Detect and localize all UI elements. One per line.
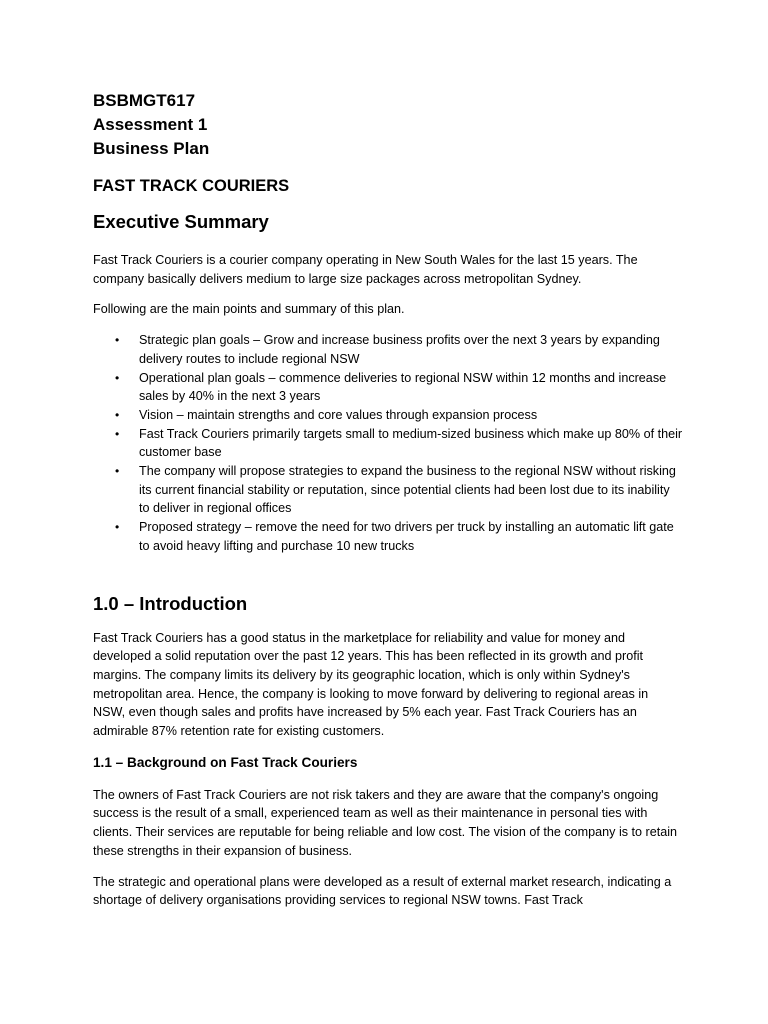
list-item xyxy=(93,518,683,555)
executive-summary-heading: Executive Summary xyxy=(93,211,269,232)
executive-summary-paragraph: Fast Track Couriers is a courier company operating in New South Wales for the last 15 years. The company basically delivers medium to large size packages across metropolitan Sydney. xyxy=(93,253,638,286)
list-item xyxy=(93,406,683,425)
background-paragraph: The strategic and operational plans were developed as a result of external market research, indicating a shortage of delivery organisations providing services to regional NSW towns. Fast Track xyxy=(93,874,672,908)
list-item xyxy=(93,462,683,518)
bullet-icon: • xyxy=(115,464,120,479)
course-code: BSBMGT617 xyxy=(93,91,196,110)
list-item-text: Vision – maintain strengths and core values through expansion process xyxy=(139,407,538,422)
list-item xyxy=(93,331,683,368)
list-item-text: Fast Track Couriers primarily targets small to medium-sized business which make up 80% of their customer base xyxy=(139,426,683,460)
bullet-icon: • xyxy=(115,407,120,422)
list-item-text: Strategic plan goals – Grow and increase business profits over the next 3 years by expanding delivery routes to include regional NSW xyxy=(139,333,660,366)
bullet-icon: • xyxy=(115,333,120,348)
bullet-icon: • xyxy=(115,520,120,535)
introduction-heading: 1.0 – Introduction xyxy=(93,592,248,614)
assessment-title: Assessment 1 xyxy=(93,115,208,134)
list-item xyxy=(93,425,683,462)
document-title-block xyxy=(93,89,683,161)
introduction-paragraph: Fast Track Couriers has a good status in the marketplace for reliability and value for money and developed a solid reputation over the past 12 years. This has been reflected in its growth and profit margins. The company limits its delivery by its geographic location, which is only within Sydney's metropolitan area. Hence, the company is looking to move forward by delivering to regional areas in NSW, even though sales and profits have increased by 5% each year. Fast Track Couriers has an admirable 87% retention rate for existing customers. xyxy=(93,630,649,739)
summary-bullet-list xyxy=(93,331,683,555)
company-name-heading: FAST TRACK COURIERS xyxy=(93,177,290,195)
list-item-text: Proposed strategy – remove the need for two drivers per truck by installing an automatic lift gate to avoid heavy lifting and purchase 10 new trucks xyxy=(139,520,674,553)
list-item xyxy=(93,369,683,406)
background-paragraph: The owners of Fast Track Couriers are not risk takers and they are aware that the company's ongoing success is the result of a small, experienced team as well as their maintenance in personal ties with clients. Their services are reputable for being reliable and low cost. The vision of the company is to retain these strengths in their expansion of business. xyxy=(93,787,678,858)
document-type-title: Business Plan xyxy=(93,139,210,158)
background-heading: 1.1 – Background on Fast Track Couriers xyxy=(93,754,358,770)
bullet-icon: • xyxy=(115,370,120,385)
bullet-icon: • xyxy=(115,426,120,441)
list-item-text: The company will propose strategies to expand the business to the regional NSW without risking its current financial stability or reputation, since potential clients had been lost due to its inability to deliver in regional offices xyxy=(139,464,676,516)
document-content xyxy=(93,89,683,910)
list-item-text: Operational plan goals – commence deliveries to regional NSW within 12 months and increase sales by 40% in the next 3 years xyxy=(139,370,667,404)
executive-summary-paragraph: Following are the main points and summary of this plan. xyxy=(93,302,405,317)
